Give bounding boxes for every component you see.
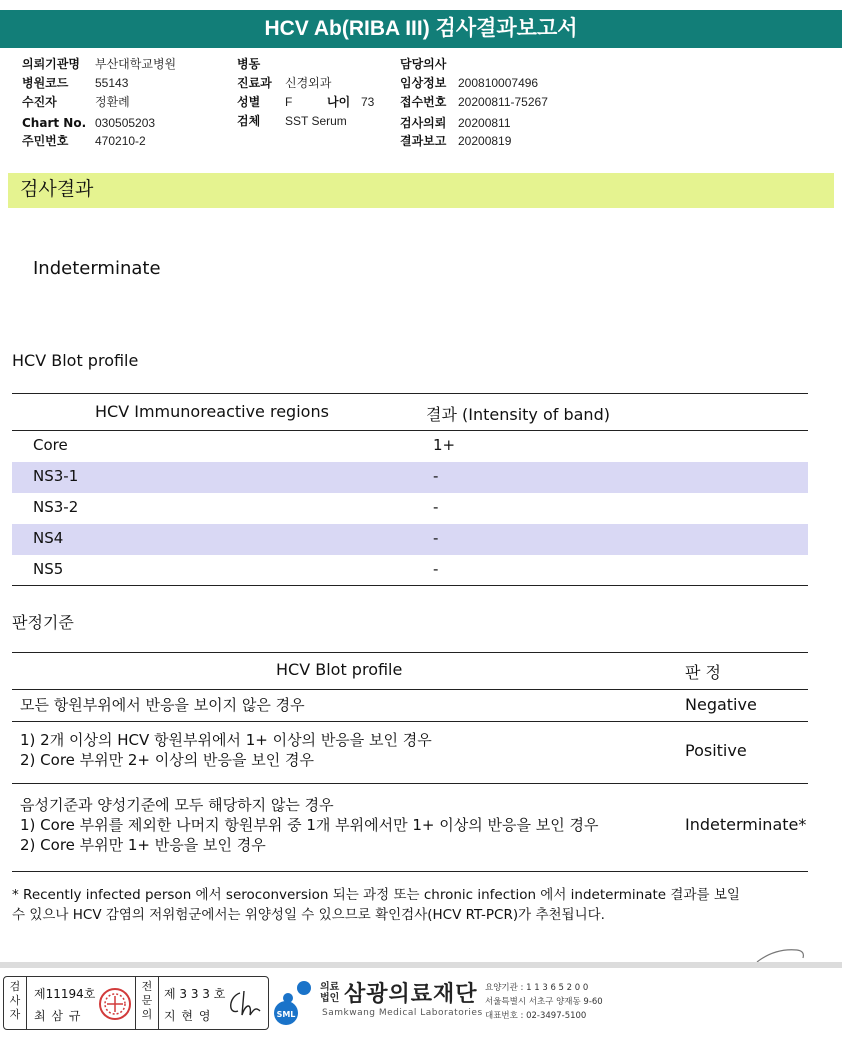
result-cell: - — [433, 560, 439, 578]
signature-icon — [224, 987, 264, 1021]
result-cell: - — [433, 467, 439, 485]
report-title: HCV Ab(RIBA III) 검사결과보고서 — [0, 10, 842, 48]
criteria-description: 1) 2개 이상의 HCV 항원부위에서 1+ 이상의 반응을 보인 경우 2) Core 부위만 2+ 이상의 반응을 보인 경우 — [20, 731, 432, 769]
header-judgement: 판 정 — [685, 663, 721, 682]
patient-info: 의뢰기관명 부산대학교병원 병원코드 55143 수진자 정환례 Chart No. 030505203 주민번호 470210-2 병동 진료과 신경외과 성별 F 나이 73 검체 SST Serum 담당의사 임상정보 200810007496 접수번호 20200811-75267 검사의뢰 20200811 결과보고 20200819 — [22, 57, 548, 148]
table-row — [12, 431, 808, 462]
result-cell: - — [433, 529, 439, 547]
result-cell: 1+ — [433, 436, 456, 454]
signature-stamp-box — [3, 976, 269, 1030]
header-regions: HCV Immunoreactive regions — [95, 402, 329, 421]
org-corporation-label: 의료법인 — [320, 982, 340, 1004]
result-section-heading: 검사결과 — [8, 173, 834, 208]
region-cell: Core — [33, 436, 68, 454]
region-cell: NS3-1 — [33, 467, 79, 485]
criteria-row-negative — [12, 690, 808, 722]
table-row — [12, 524, 808, 555]
footer-divider — [0, 962, 842, 968]
examiner-name: 최 삼 규 — [34, 1009, 82, 1023]
criteria-row-positive — [12, 722, 808, 784]
criteria-row-indeterminate — [12, 784, 808, 872]
region-cell: NS4 — [33, 529, 64, 547]
svg-text:SML: SML — [276, 1010, 296, 1019]
blot-profile-table — [12, 393, 808, 586]
region-cell: NS5 — [33, 560, 64, 578]
table-row — [12, 493, 808, 524]
criteria-title: 판정기준 — [12, 613, 74, 632]
specialist-license: 제 3 3 3 호 — [164, 987, 226, 1001]
judgement-indeterminate: Indeterminate* — [685, 815, 807, 834]
criteria-description: 모든 항원부위에서 반응을 보이지 않은 경우 — [20, 696, 305, 714]
examiner-label: 검사자 — [9, 980, 21, 1021]
specialist-label: 전문의 — [141, 980, 153, 1021]
table-row — [12, 555, 808, 586]
blot-profile-title: HCV Blot profile — [12, 351, 139, 370]
seal-stamp-icon — [97, 985, 133, 1023]
org-name: 삼광의료재단 — [344, 982, 478, 1007]
organization-block — [272, 975, 842, 1031]
criteria-description: 음성기준과 양성기준에 모두 해당하지 않는 경우 1) Core 부위를 제외한 나머지 항원부위 중 1개 부위에서만 1+ 이상의 반응을 보인 경우 2) Core 부위만 1+ 반응을 보인 경우 — [20, 796, 599, 854]
region-cell: NS3-2 — [33, 498, 79, 516]
header-blot-profile: HCV Blot profile — [276, 660, 403, 679]
header-intensity: 결과 (Intensity of band) — [426, 405, 610, 424]
footnote: * Recently infected person 에서 seroconversion 되는 과정 또는 chronic infection 에서 indeterminate 결과를 보일 수 있으나 HCV 감염의 저위험군에서는 위양성일 수 있으므로 확인검사(HCV RT-PCR)가 추천됩니다. — [12, 887, 740, 923]
table-row — [12, 462, 808, 493]
criteria-table-header — [12, 652, 808, 690]
sml-logo-icon — [272, 978, 320, 1028]
examiner-license: 제11194호 — [34, 987, 96, 1001]
criteria-table — [12, 652, 808, 872]
judgement-positive: Positive — [685, 741, 747, 760]
org-contact: 요양기관 : 1 1 3 6 5 2 0 0 서울특별시 서초구 양재동 9-60 대표번호 : 02-3497-5100 — [485, 983, 603, 1021]
result-value: Indeterminate — [33, 258, 161, 279]
judgement-negative: Negative — [685, 695, 757, 714]
blot-table-header — [12, 393, 808, 431]
specialist-name: 지 현 영 — [164, 1009, 212, 1023]
org-english-name: Samkwang Medical Laboratories — [322, 1008, 483, 1018]
result-cell: - — [433, 498, 439, 516]
